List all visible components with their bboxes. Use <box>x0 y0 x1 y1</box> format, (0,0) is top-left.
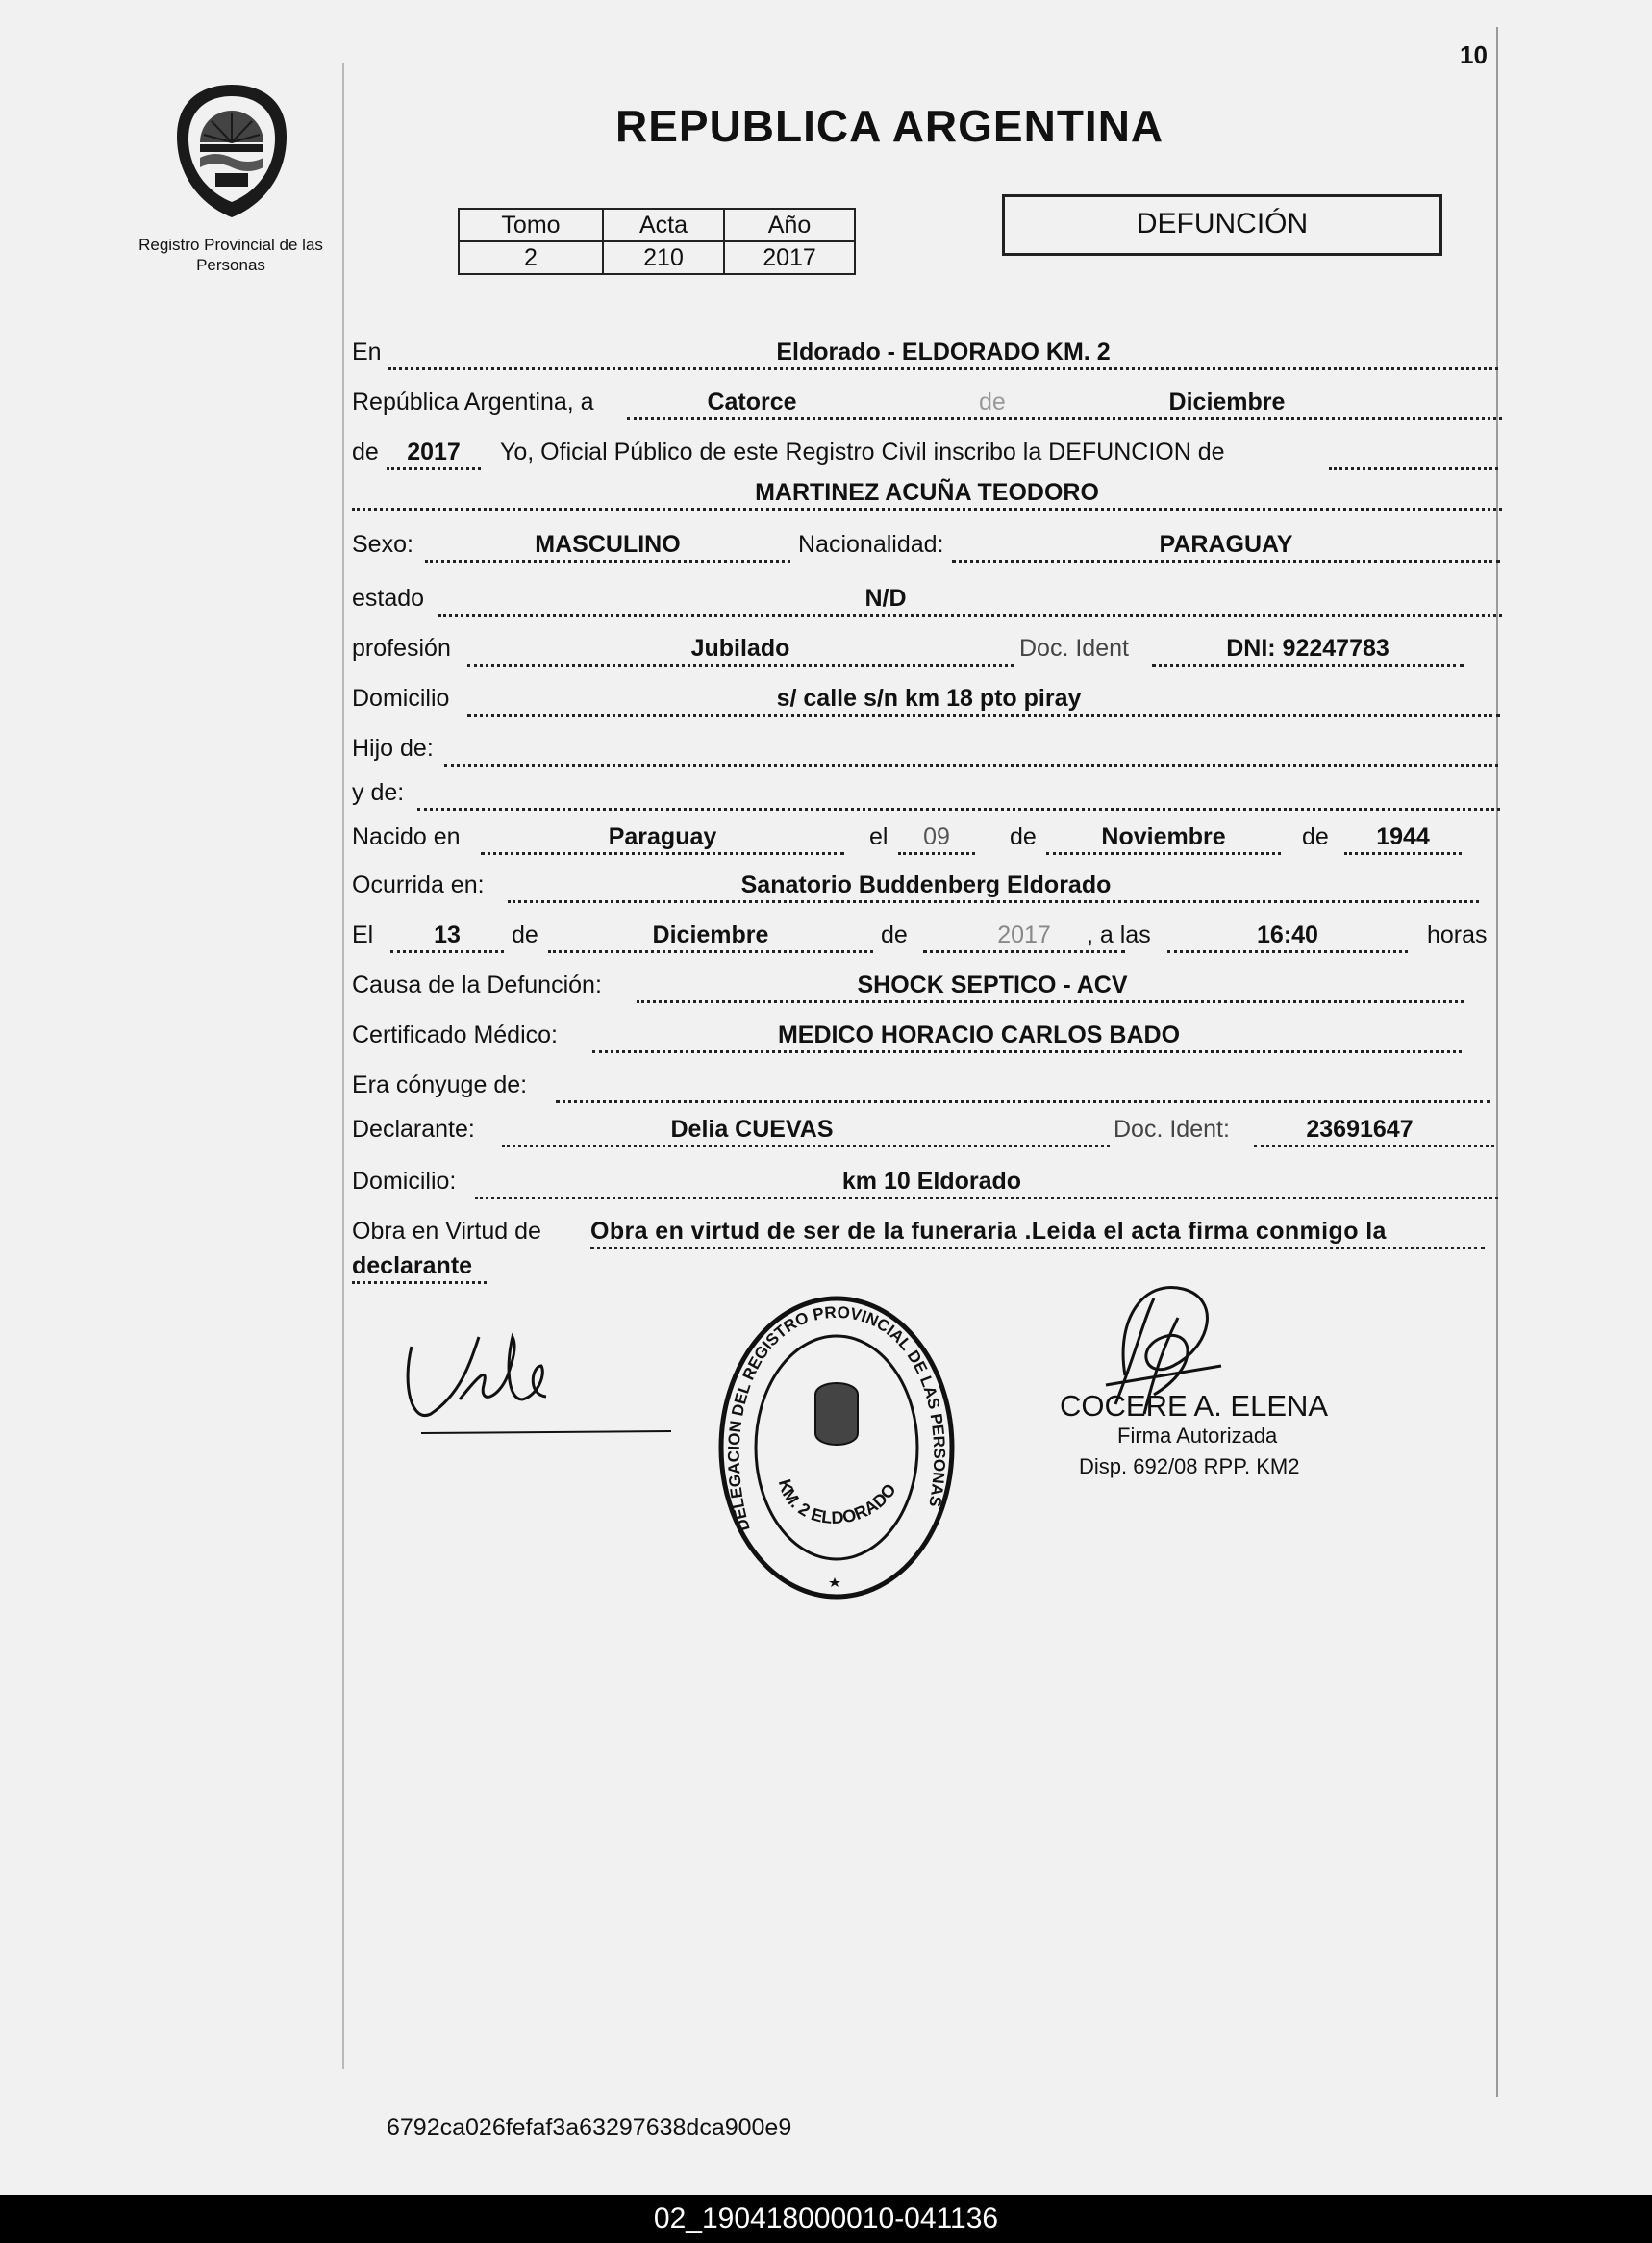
dotted-line <box>923 950 1125 953</box>
dotted-line <box>417 808 1500 811</box>
registry-table <box>458 208 856 275</box>
label-y-de: y de: <box>352 779 405 806</box>
dotted-line <box>548 950 873 953</box>
dotted-line <box>390 950 504 953</box>
dotted-line <box>627 417 1502 420</box>
value-doc-ident: DNI: 92247783 <box>1226 635 1389 662</box>
stamp-inner-text: KM. 2 ELDORADO <box>774 1476 900 1528</box>
label-profesion: profesión <box>352 635 451 662</box>
value-death-time: 16:40 <box>1257 921 1318 948</box>
value-obra-line1: Obra en virtud de ser de la funeraria .Leida el acta firma conmigo la <box>590 1218 1387 1245</box>
dotted-line <box>556 1100 1490 1103</box>
officer-disposition: Disp. 692/08 RPP. KM2 <box>1079 1454 1300 1478</box>
label-domicilio: Domicilio <box>352 685 450 712</box>
value-declarante: Delia CUEVAS <box>670 1116 834 1143</box>
value-deceased-name: MARTINEZ ACUÑA TEODORO <box>755 479 1099 506</box>
dotted-line <box>952 560 1500 563</box>
label-a-las: , a las <box>1087 921 1151 948</box>
dotted-line <box>467 664 1014 667</box>
dotted-line <box>898 852 975 855</box>
label-horas: horas <box>1427 921 1488 948</box>
label-nacido-en: Nacido en <box>352 823 461 850</box>
row-mother <box>352 779 1502 816</box>
value-ocurrida: Sanatorio Buddenberg Eldorado <box>740 871 1112 898</box>
dotted-line <box>352 1281 487 1284</box>
registry-header-anio: Año <box>724 209 855 241</box>
country-title: REPUBLICA ARGENTINA <box>615 101 1164 151</box>
dotted-line <box>1046 852 1281 855</box>
label-declarante-doc: Doc. Ident: <box>1114 1116 1230 1143</box>
officer-name: COCERE A. ELENA <box>1060 1389 1329 1423</box>
row-declarant-address <box>352 1168 1502 1204</box>
label-ocurrida-en: Ocurrida en: <box>352 871 485 898</box>
value-birth-year: 1944 <box>1376 823 1430 850</box>
label-de: de <box>979 389 1006 416</box>
page-number: 10 <box>1460 40 1488 69</box>
row-birth <box>352 823 1502 860</box>
value-profesion: Jubilado <box>690 635 790 662</box>
officer-role: Firma Autorizada <box>1117 1424 1278 1448</box>
dotted-line <box>444 764 1498 767</box>
dotted-line <box>387 467 481 470</box>
row-place <box>352 339 1502 375</box>
row-father <box>352 735 1502 771</box>
label-de-death-month: de <box>512 921 538 948</box>
label-nacionalidad: Nacionalidad: <box>798 531 944 558</box>
value-declarante-doc: 23691647 <box>1306 1116 1414 1143</box>
dotted-line <box>425 560 790 563</box>
statement-text: Yo, Oficial Público de este Registro Civil inscribo la DEFUNCION de <box>500 439 1225 466</box>
dotted-line <box>475 1197 1498 1199</box>
registry-header-row <box>459 209 855 241</box>
label-certificado: Certificado Médico: <box>352 1021 558 1048</box>
value-birthplace: Paraguay <box>608 823 717 850</box>
label-de-year: de <box>352 439 379 466</box>
misiones-province-seal-icon <box>165 81 298 221</box>
label-declarante: Declarante: <box>352 1116 475 1143</box>
label-causa: Causa de la Defunción: <box>352 971 602 998</box>
value-domicilio: s/ calle s/n km 18 pto piray <box>776 685 1082 712</box>
value-sexo: MASCULINO <box>535 531 681 558</box>
row-spouse <box>352 1071 1502 1108</box>
stamp-outer-text: DELEGACION DEL REGISTRO PROVINCIAL DE LAS PERSONAS <box>724 1302 949 1533</box>
label-estado: estado <box>352 585 425 612</box>
row-marital-status <box>352 585 1502 621</box>
dotted-line <box>1329 467 1498 470</box>
row-declarant <box>352 1116 1502 1152</box>
dotted-line <box>1167 950 1408 953</box>
row-statement <box>352 439 1502 475</box>
official-stamp-icon <box>712 1289 962 1606</box>
dotted-line <box>637 1000 1464 1003</box>
value-certificado: MEDICO HORACIO CARLOS BADO <box>777 1021 1181 1048</box>
declarant-signature <box>392 1308 681 1443</box>
page-right-border <box>1496 27 1498 2097</box>
value-nacionalidad: PARAGUAY <box>1159 531 1293 558</box>
value-death-month: Diciembre <box>652 921 769 948</box>
row-deceased-name <box>352 479 1502 516</box>
document-type-box: DEFUNCIÓN <box>1002 194 1442 256</box>
row-date <box>352 389 1502 425</box>
row-observations <box>352 1218 1502 1295</box>
label-de-birth-year: de <box>1302 823 1329 850</box>
document-hash: 6792ca026fefaf3a63297638dca900e9 <box>387 2114 792 2141</box>
organization-name: Registro Provincial de las Personas <box>138 236 323 274</box>
registry-value-acta: 210 <box>603 241 724 274</box>
label-doc-ident: Doc. Ident <box>1019 635 1129 662</box>
value-birth-day: 09 <box>923 823 950 850</box>
dotted-line <box>508 900 1479 903</box>
value-death-day: 13 <box>434 921 461 948</box>
value-obra-line2: declarante <box>352 1252 473 1279</box>
dotted-line <box>590 1247 1485 1249</box>
value-causa: SHOCK SEPTICO - ACV <box>857 971 1128 998</box>
label-domicilio-declarante: Domicilio: <box>352 1168 457 1195</box>
dotted-line <box>388 367 1498 370</box>
value-estado: N/D <box>864 585 907 612</box>
dotted-line <box>352 508 1502 511</box>
label-en: En <box>352 339 382 365</box>
registry-header-tomo: Tomo <box>459 209 603 241</box>
row-death-date <box>352 921 1502 958</box>
label-republica: República Argentina, a <box>352 389 594 416</box>
registry-header-acta: Acta <box>603 209 724 241</box>
row-certificate <box>352 1021 1502 1058</box>
page-left-border <box>342 63 344 2069</box>
dotted-line <box>1152 664 1464 667</box>
label-de-death-year: de <box>881 921 908 948</box>
label-de-birth-month: de <box>1010 823 1037 850</box>
label-el: el <box>869 823 889 850</box>
label-hijo-de: Hijo de: <box>352 735 434 762</box>
value-birth-month: Noviembre <box>1101 823 1226 850</box>
row-cause <box>352 971 1502 1008</box>
value-death-year: 2017 <box>997 921 1051 948</box>
dotted-line <box>592 1050 1462 1053</box>
value-domicilio-declarante: km 10 Eldorado <box>841 1168 1022 1195</box>
dotted-line <box>502 1145 1110 1147</box>
label-sexo: Sexo: <box>352 531 413 558</box>
dotted-line <box>1254 1145 1494 1147</box>
row-profession-doc <box>352 635 1502 671</box>
label-death-el: El <box>352 921 374 948</box>
value-day: Catorce <box>707 389 797 416</box>
dotted-line <box>467 714 1500 717</box>
svg-text:KM. 2 ELDORADO <box>775 1477 900 1527</box>
row-occurred <box>352 871 1502 908</box>
registry-value-anio: 2017 <box>724 241 855 274</box>
value-month: Diciembre <box>1168 389 1286 416</box>
value-place: Eldorado - ELDORADO KM. 2 <box>776 339 1111 365</box>
row-address <box>352 685 1502 721</box>
label-conyuge: Era cónyuge de: <box>352 1071 528 1098</box>
dotted-line <box>481 852 844 855</box>
row-sex-nationality <box>352 531 1502 567</box>
registry-value-tomo: 2 <box>459 241 603 274</box>
value-year: 2017 <box>407 439 461 466</box>
footer-id-bar: 02_190418000010-041136 <box>0 2195 1652 2243</box>
label-obra: Obra en Virtud de <box>352 1218 541 1245</box>
dotted-line <box>438 614 1502 617</box>
dotted-line <box>1344 852 1462 855</box>
registry-value-row <box>459 241 855 274</box>
